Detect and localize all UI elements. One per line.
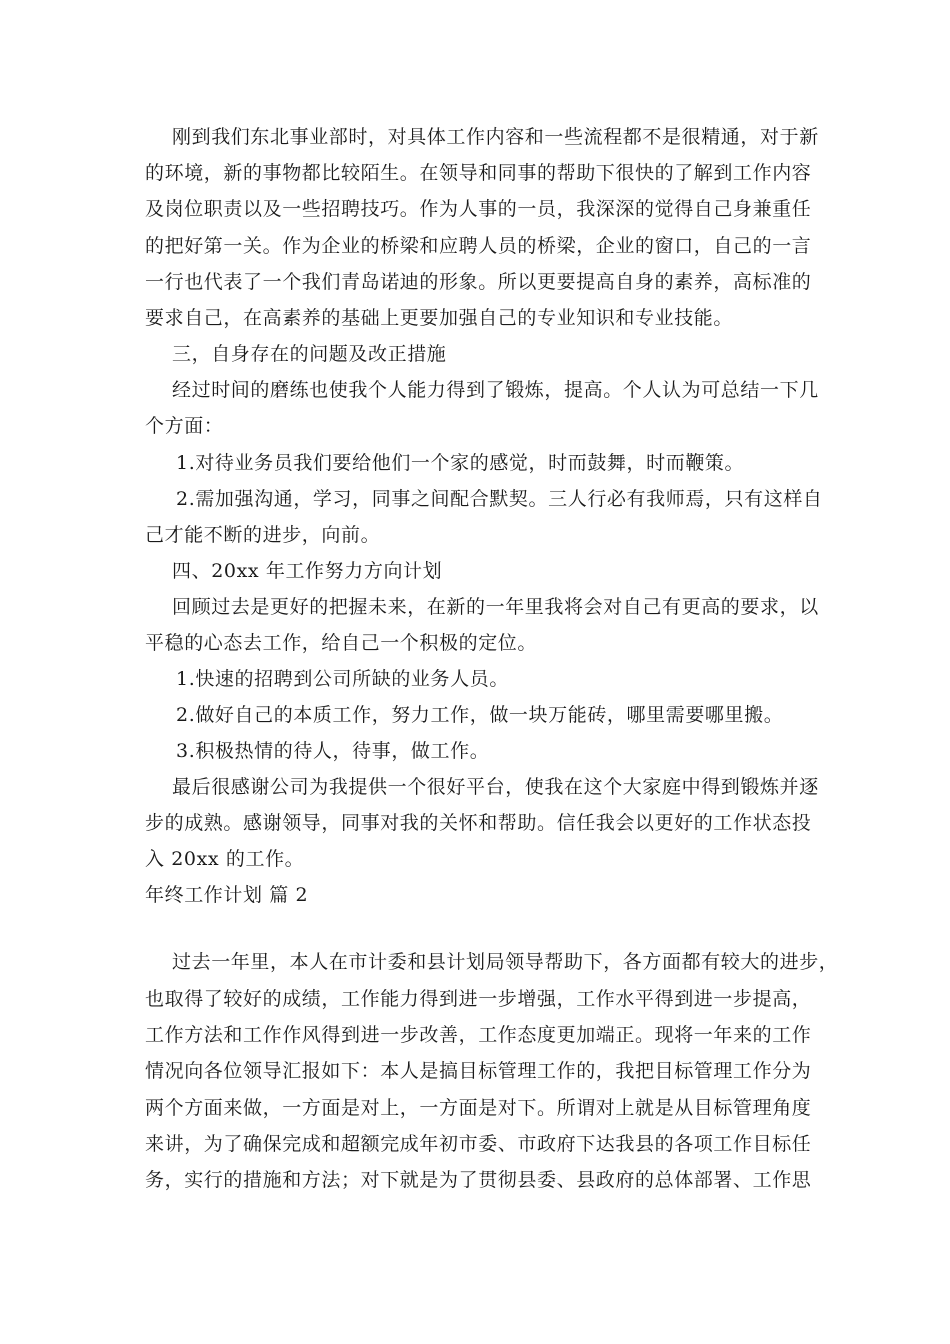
paragraph-line: 最后很感谢公司为我提供一个很好平台，使我在这个大家庭中得到锻炼并逐 [172, 776, 819, 798]
paragraph-line: 入 20xx 的工作。 [145, 848, 305, 870]
paragraph-line: 刚到我们东北事业部时，对具体工作内容和一些流程都不是很精通，对于新 [172, 126, 819, 148]
list-item: 1.快速的招聘到公司所缺的业务人员。 [176, 668, 509, 690]
paragraph-line: 过去一年里，本人在市计委和县计划局领导帮助下，各方面都有较大的进步， [172, 951, 839, 973]
paragraph-line: 要求自己，在高素养的基础上更要加强自己的专业知识和专业技能。 [145, 307, 734, 329]
list-item: 2.做好自己的本质工作，努力工作，做一块万能砖，哪里需要哪里搬。 [176, 704, 784, 726]
list-item: 2.需加强沟通，学习，同事之间配合默契。三人行必有我师焉，只有这样自 [176, 488, 823, 510]
list-item-continuation: 己才能不断的进步，向前。 [145, 524, 381, 546]
paragraph-line: 两个方面来做，一方面是对上，一方面是对下。所谓对上就是从目标管理角度 [145, 1097, 812, 1119]
paragraph-line: 平稳的心态去工作，给自己一个积极的定位。 [145, 632, 538, 654]
paragraph-line: 也取得了较好的成绩，工作能力得到进一步增强，工作水平得到进一步提高， [145, 988, 812, 1010]
paragraph-line: 工作方法和工作作风得到进一步改善，工作态度更加端正。现将一年来的工作 [145, 1024, 812, 1046]
paragraph-line: 的把好第一关。作为企业的桥梁和应聘人员的桥梁，企业的窗口，自己的一言 [145, 235, 812, 257]
paragraph-line: 经过时间的磨练也使我个人能力得到了锻炼，提高。个人认为可总结一下几 [172, 379, 819, 401]
list-item: 1.对待业务员我们要给他们一个家的感觉，时而鼓舞，时而鞭策。 [176, 452, 745, 474]
paragraph-line: 来讲，为了确保完成和超额完成年初市委、市政府下达我县的各项工作目标任 [145, 1133, 812, 1155]
paragraph-line: 步的成熟。感谢领导，同事对我的关怀和帮助。信任我会以更好的工作状态投 [145, 812, 812, 834]
paragraph-line: 个方面： [145, 415, 224, 437]
paragraph-line: 一行也代表了一个我们青岛诺迪的形象。所以更要提高自身的素养，高标准的 [145, 271, 812, 293]
paragraph-line: 回顾过去是更好的把握未来，在新的一年里我将会对自己有更高的要求，以 [172, 596, 819, 618]
paragraph-line: 务，实行的措施和方法；对下就是为了贯彻县委、县政府的总体部署、工作思 [145, 1169, 812, 1191]
paragraph-line: 及岗位职责以及一些招聘技巧。作为人事的一员，我深深的觉得自己身兼重任 [145, 198, 812, 220]
section-heading: 四、20xx 年工作努力方向计划 [172, 560, 443, 582]
paragraph-line: 情况向各位领导汇报如下：本人是搞目标管理工作的，我把目标管理工作分为 [145, 1060, 812, 1082]
paragraph-line: 的环境，新的事物都比较陌生。在领导和同事的帮助下很快的了解到工作内容 [145, 162, 812, 184]
document-title: 年终工作计划 篇 2 [145, 884, 309, 906]
list-item: 3.积极热情的待人，待事，做工作。 [176, 740, 490, 762]
section-heading: 三，自身存在的问题及改正措施 [172, 343, 447, 365]
